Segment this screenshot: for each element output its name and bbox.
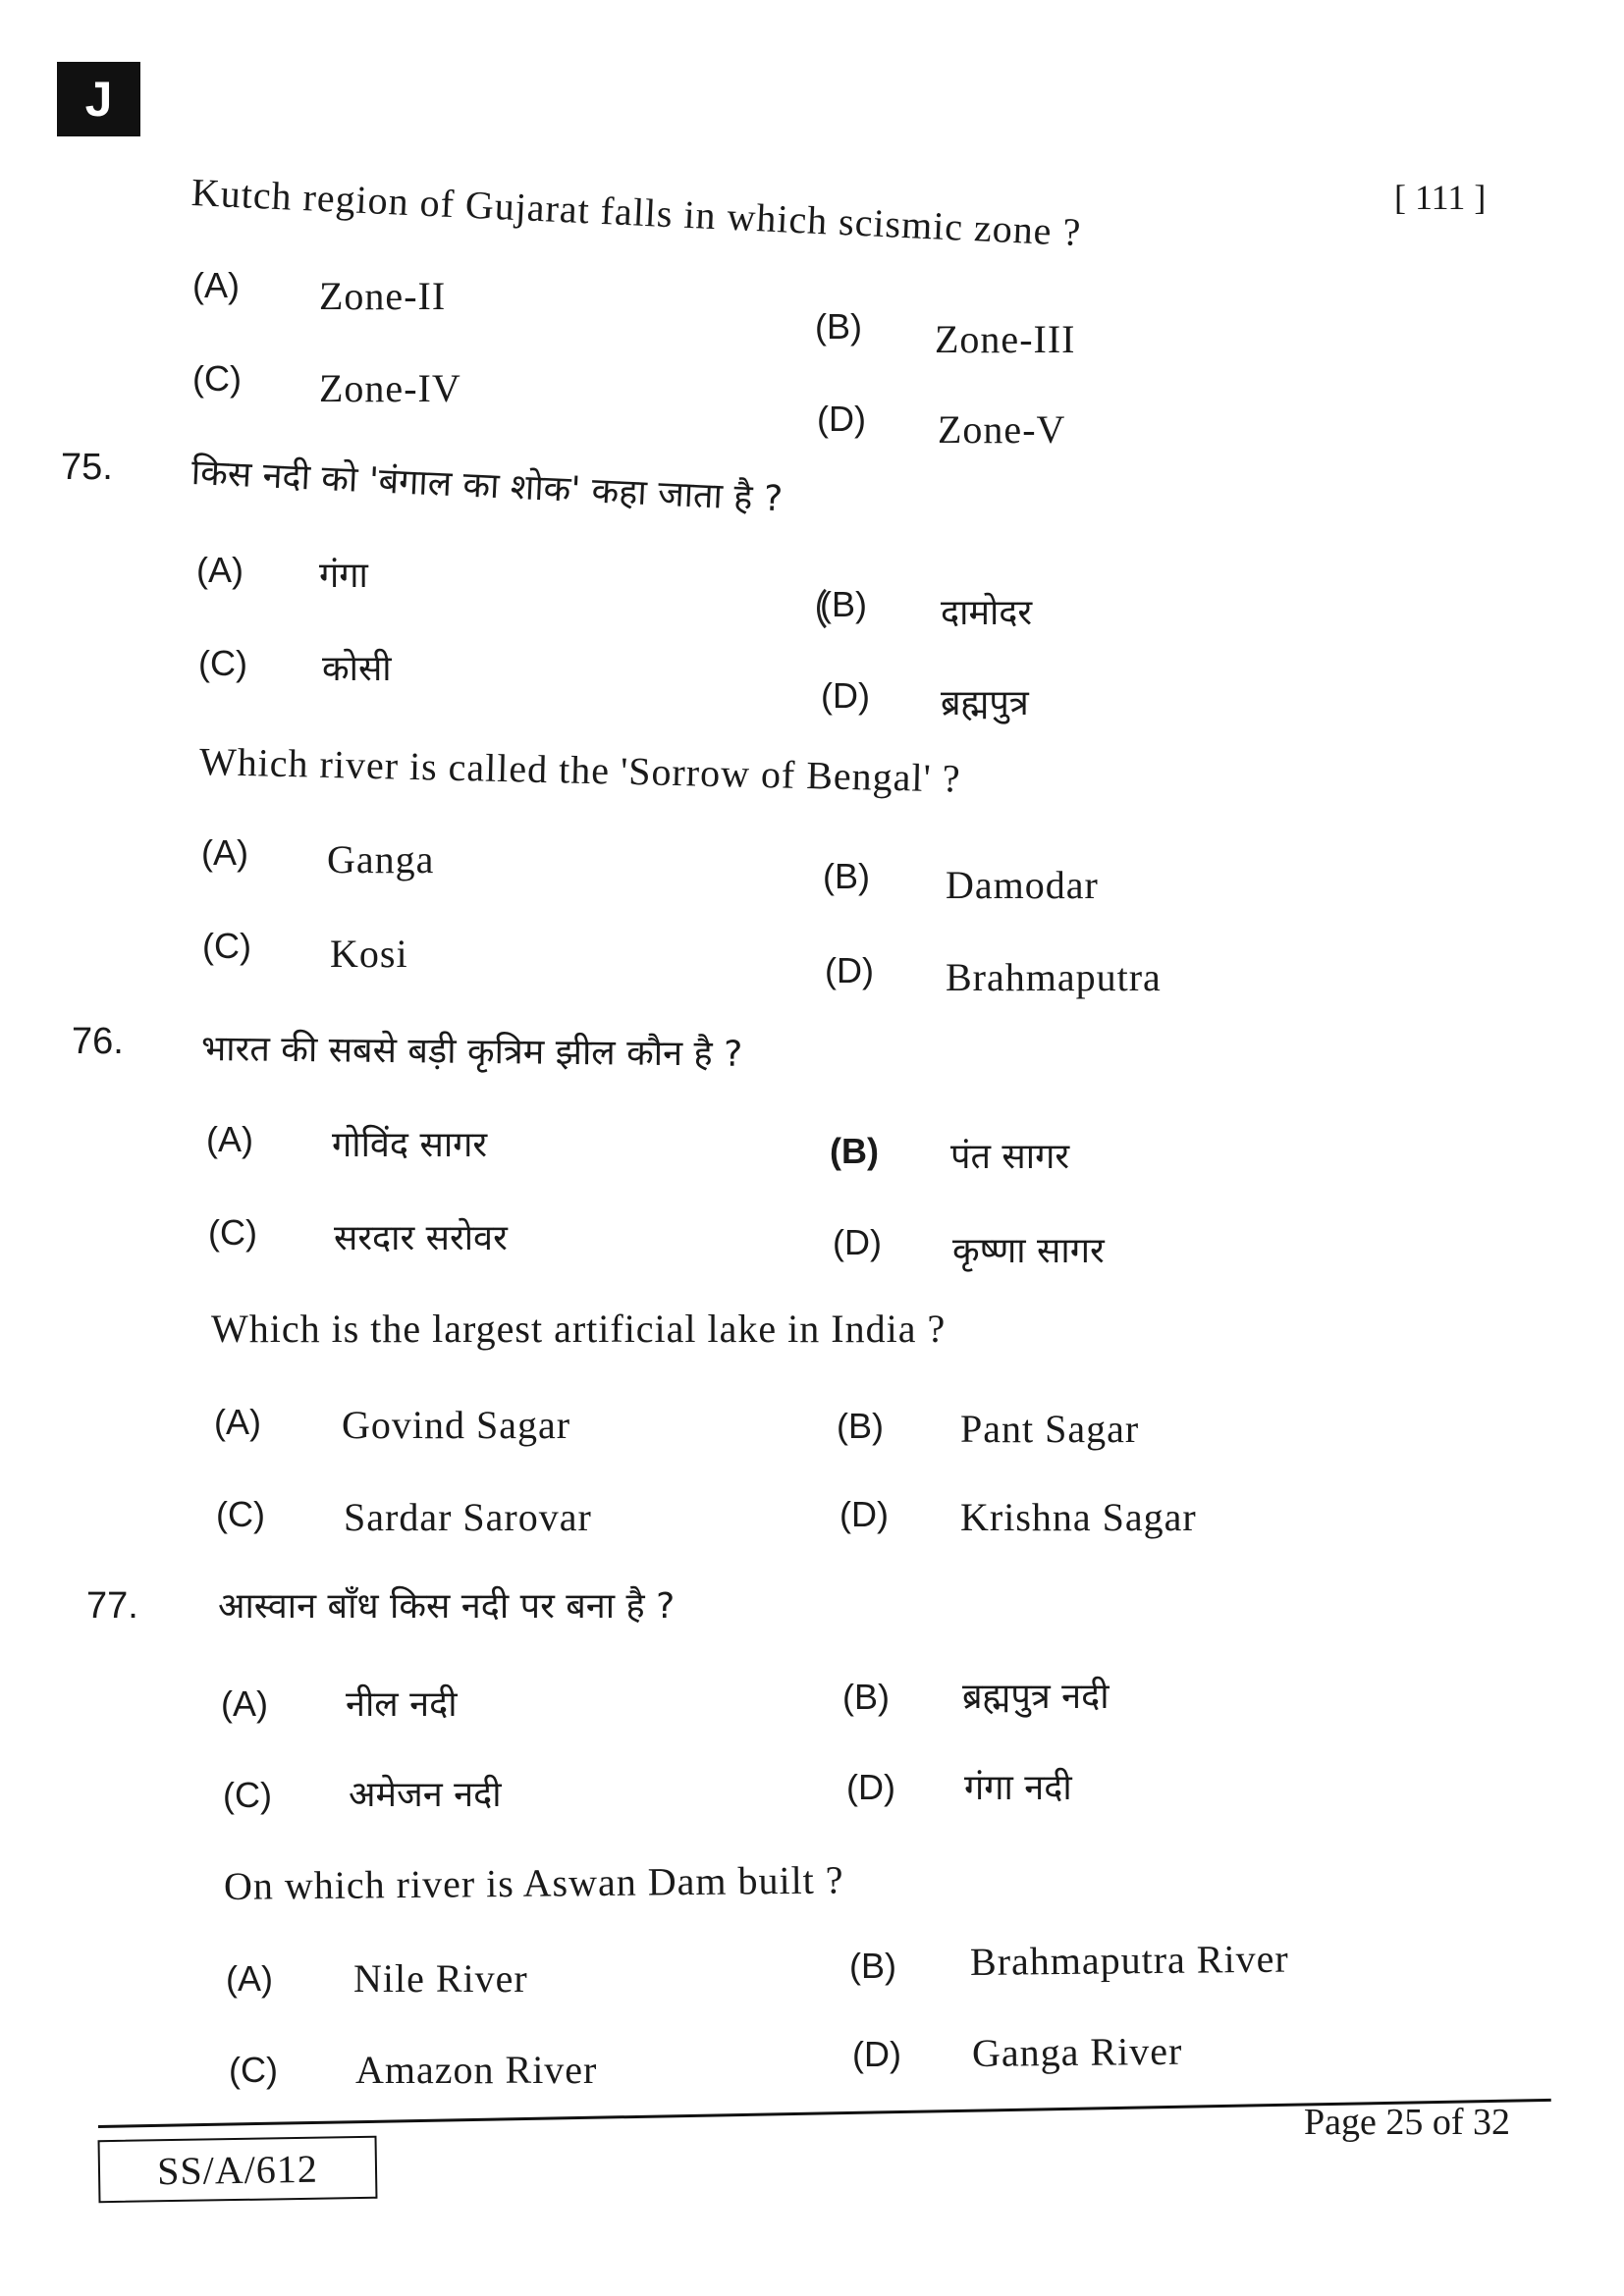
option-text: Zone-II <box>319 274 447 318</box>
option-label: (A) <box>196 550 244 590</box>
option-label: (B) <box>830 1131 879 1171</box>
option-text: Amazon River <box>355 2048 598 2092</box>
option-label: (D) <box>839 1494 889 1534</box>
question-number: 75. <box>61 447 113 488</box>
option-label: (D) <box>846 1767 895 1807</box>
option-text: Govind Sagar <box>342 1403 571 1447</box>
question-74-english: Kutch region of Gujarat falls in which scismic zone ? <box>189 170 1083 255</box>
option-text: Sardar Sarovar <box>344 1495 592 1539</box>
option-label: (B) <box>837 1406 884 1446</box>
option-text: कृष्णा सागर <box>952 1231 1105 1271</box>
option-text: Ganga <box>327 837 435 881</box>
option-label: (B) <box>842 1677 890 1717</box>
option-label: (C) <box>198 643 247 683</box>
option-label: (C) <box>208 1212 257 1253</box>
option-text: Zone-V <box>938 407 1066 452</box>
page-number: Page 25 of 32 <box>1304 2102 1511 2143</box>
option-label: (C) <box>223 1775 272 1815</box>
option-text: Nile River <box>353 1956 528 2001</box>
option-label: (B) <box>849 1946 896 1986</box>
option-text: Damodar <box>946 863 1099 907</box>
option-text: अमेजन नदी <box>349 1775 502 1815</box>
option-label: (C) <box>192 358 242 399</box>
option-label: (C) <box>202 926 251 966</box>
option-label: (A) <box>201 832 248 873</box>
option-text: गंगा नदी <box>964 1768 1072 1808</box>
option-text: Krishna Sagar <box>960 1495 1197 1539</box>
option-text: Pant Sagar <box>960 1407 1140 1451</box>
option-text: Ganga River <box>971 2028 1183 2075</box>
pen-mark-icon <box>817 581 866 636</box>
option-text: ब्रह्मपुत्र नदी <box>962 1677 1110 1717</box>
option-label: (D) <box>817 399 866 439</box>
question-number: 76. <box>72 1021 124 1062</box>
option-text: Kosi <box>330 932 408 976</box>
option-text: कोसी <box>322 649 392 689</box>
question-75-hindi: किस नदी को 'बंगाल का शोक' कहा जाता है ? <box>189 453 784 520</box>
option-label: (D) <box>833 1222 882 1262</box>
option-text: पंत सागर <box>950 1137 1070 1177</box>
question-75-english: Which river is called the 'Sorrow of Bengal' ? <box>198 739 962 801</box>
option-text: ब्रह्मपुत्र <box>941 683 1029 723</box>
option-text: गोविंद सागर <box>332 1125 488 1165</box>
option-label: (C) <box>229 2050 278 2090</box>
question-76-english: Which is the largest artificial lake in India ? <box>211 1307 947 1351</box>
option-text: दामोदर <box>941 593 1033 633</box>
option-text: सरदार सरोवर <box>334 1218 508 1258</box>
option-label: (A) <box>214 1402 261 1442</box>
option-label: (D) <box>821 675 870 716</box>
option-text: Zone-III <box>935 317 1076 361</box>
question-77-hindi: आस्वान बाँध किस नदी पर बना है ? <box>218 1586 676 1627</box>
question-77-english: On which river is Aswan Dam built ? <box>223 1857 844 1908</box>
marks-label: [ 111 ] <box>1394 178 1487 217</box>
option-label: (D) <box>825 950 874 990</box>
option-text: Brahmaputra <box>946 955 1162 999</box>
option-label: (C) <box>216 1494 265 1534</box>
option-label: (A) <box>206 1119 253 1159</box>
option-text: नील नदी <box>346 1684 458 1725</box>
option-label: (A) <box>226 1958 273 1999</box>
option-text: Zone-IV <box>319 366 461 410</box>
option-label: (B) <box>815 306 862 347</box>
question-number: 77. <box>86 1585 138 1627</box>
option-label: (D) <box>852 2034 901 2074</box>
question-76-hindi: भारत की सबसे बड़ी कृत्रिम झील कौन है ? <box>200 1029 743 1075</box>
paper-code-box: SS/A/612 <box>98 2136 378 2203</box>
set-code-badge: J <box>57 62 140 136</box>
option-label: (A) <box>221 1683 268 1724</box>
option-label: (A) <box>192 265 240 305</box>
option-text: गंगा <box>319 556 368 596</box>
option-text: Brahmaputra River <box>969 1936 1289 1984</box>
option-label: (B) <box>820 584 867 624</box>
option-label: (B) <box>823 856 870 896</box>
